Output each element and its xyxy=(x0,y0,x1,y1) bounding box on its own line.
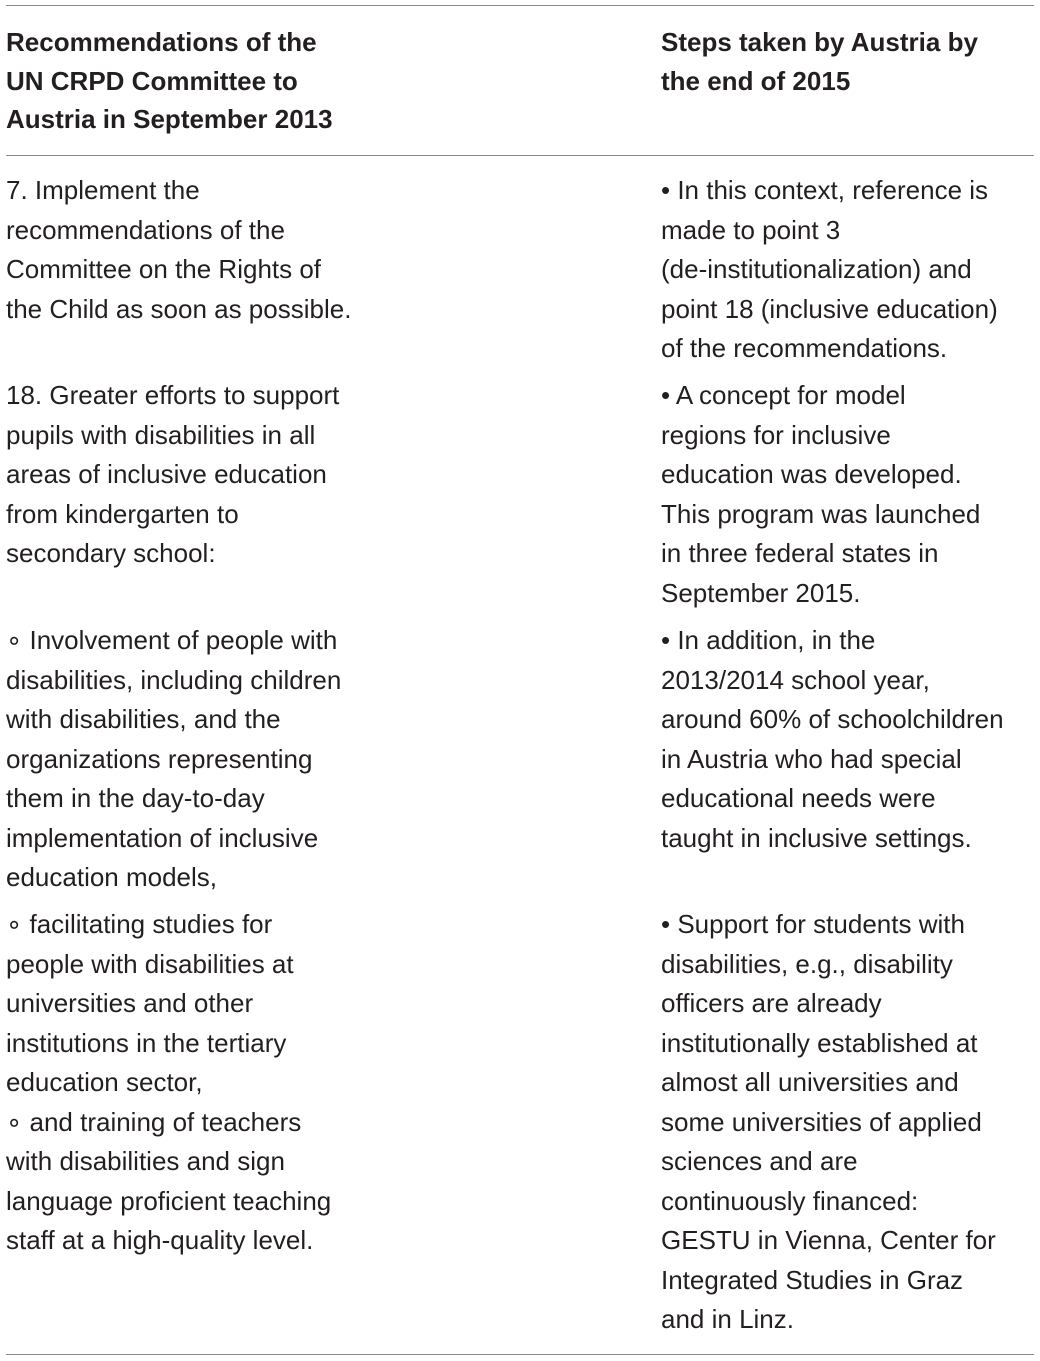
recommendation-cell-18: 18. Greater efforts to support pupils with disabilities in all areas of inclusive education from kindergarten to secondary school: xyxy=(6,380,340,568)
step-cell-context: • In this context, reference is made to point 3 (de-institutionalization) and point 18 (inclusive education) of the recommendations. xyxy=(661,175,998,363)
header-steps-taken: Steps taken by Austria by the end of 2015 xyxy=(661,27,978,96)
step-cell-inclusive-settings: • In addition, in the 2013/2014 school year, around 60% of schoolchildren in Austria who had special educational needs were taught in inclusive settings. xyxy=(661,625,1004,853)
recommendation-cell-7: 7. Implement the recommendations of the Committee on the Rights of the Child as soon as possible. xyxy=(6,175,352,324)
table-bottom-rule xyxy=(6,1354,1034,1355)
recommendation-cell-tertiary: ∘ facilitating studies for people with disabilities at universities and other institutions in the tertiary education sector, ∘ and training of teachers with disabilities and sign language proficient teaching staff at a high-quality level. xyxy=(6,909,332,1255)
step-cell-model-regions: • A concept for model regions for inclusive education was developed. This program was launched in three federal states in September 2015. xyxy=(661,380,981,608)
header-recommendations: Recommendations of the UN CRPD Committee to Austria in September 2013 xyxy=(6,27,333,134)
step-cell-student-support: • Support for students with disabilities, e.g., disability officers are already institutionally established at almost all universities and some universities of applied sciences and are continuously financed: GESTU in Vienna, Center for Integrated Studies in Graz and in Linz. xyxy=(661,909,996,1334)
recommendation-cell-involvement: ∘ Involvement of people with disabilities, including children with disabilities, and the organizations representing them in the day-to-day implementation of inclusive education models, xyxy=(6,625,342,892)
header-divider-rule xyxy=(6,155,1034,156)
table-top-rule xyxy=(6,5,1034,6)
